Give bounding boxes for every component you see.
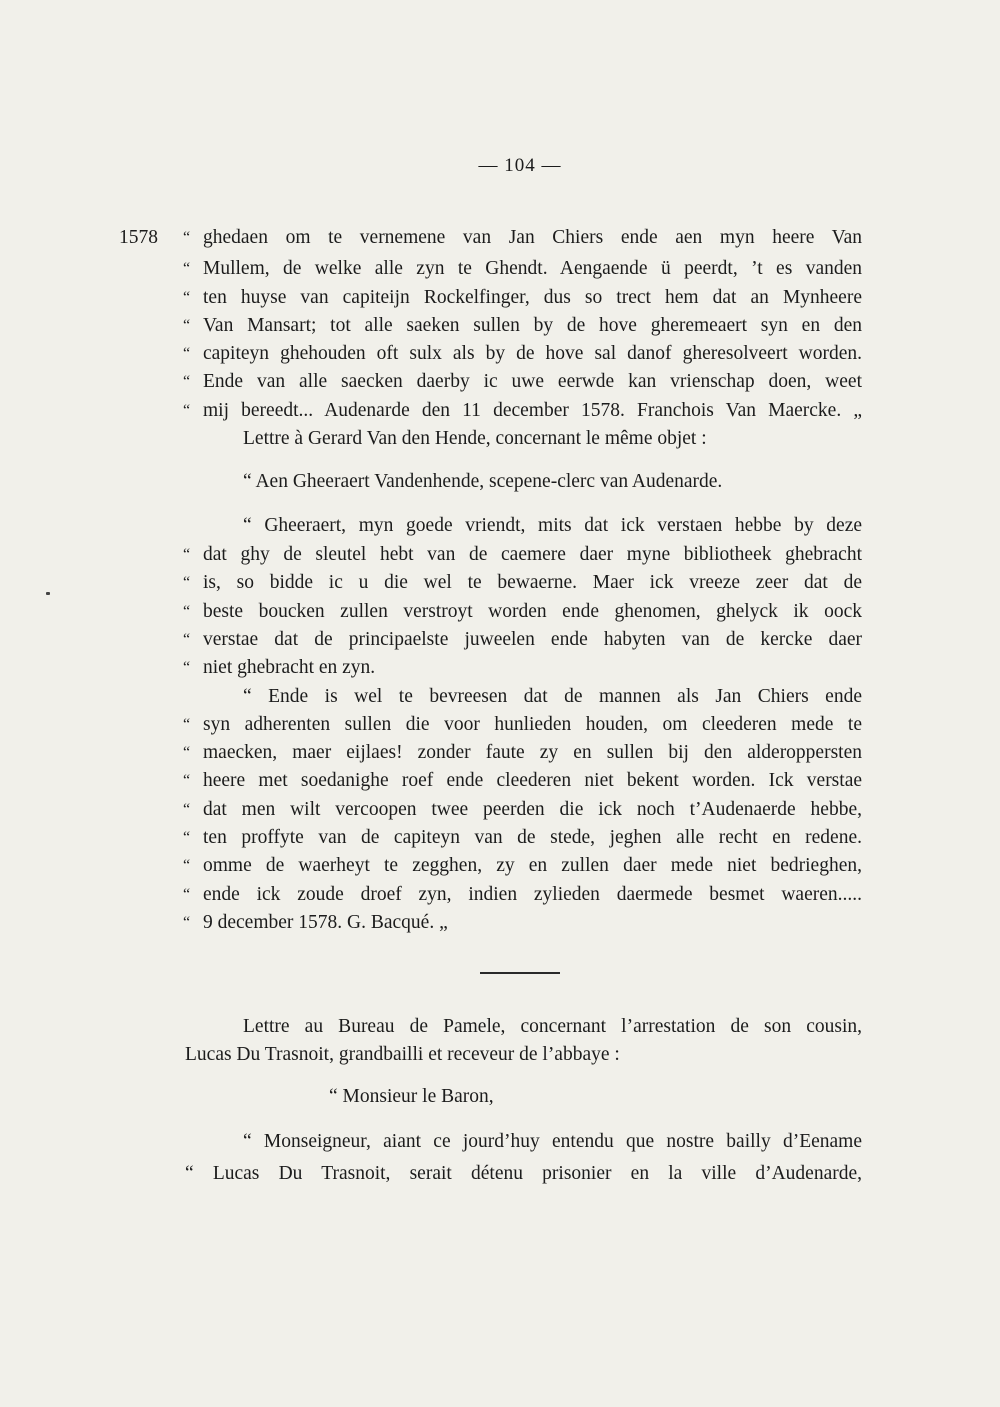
- text-line: “ is, so bidde ic u die wel te bewaerne. Maer ick vreeze zeer dat de: [0, 569, 1000, 597]
- quote-mark: “: [183, 716, 191, 733]
- margin-speck: [46, 592, 50, 595]
- text-line: “ Gheeraert, myn goede vriendt, mits dat ick verstaen hebbe by deze: [243, 515, 862, 536]
- text-line: “ syn adherenten sullen die voor hunlieden houden, om cleederen mede te: [0, 711, 1000, 739]
- margin-year: 1578: [119, 227, 158, 248]
- quote-mark: “: [183, 801, 191, 818]
- text-line: “ Van Mansart; tot alle saeken sullen by de hove gheremeaert syn en den: [0, 312, 1000, 340]
- text-line: “ ende ick zoude droef zyn, indien zylieden daermede besmet waeren.....: [0, 881, 1000, 909]
- text-line: “ niet ghebracht en zyn.: [0, 654, 1000, 682]
- text-line: “ ten huyse van capiteijn Rockelfinger, dus so trect hem dat an Mynheere: [0, 284, 1000, 312]
- quote-mark: “: [183, 402, 191, 419]
- text-line: “ verstae dat de principaelste juweelen ende habyten van de kercke daer: [0, 626, 1000, 654]
- text-line: “ Ende van alle saecken daerby ic uwe eerwde kan vrienschap doen, weet: [0, 368, 1000, 396]
- quote-mark: “: [183, 373, 191, 390]
- quote-mark: “: [183, 574, 191, 591]
- text-line: “ dat ghy de sleutel hebt van de caemere daer myne bibliotheek ghebracht: [0, 541, 1000, 569]
- text-line: “ Monseigneur, aiant ce jourd’huy entendu que nostre bailly d’Eename: [243, 1131, 862, 1152]
- quote-mark: “: [183, 603, 191, 620]
- quote-mark: “: [183, 886, 191, 903]
- quote-mark: “: [183, 914, 191, 931]
- quote-mark: “: [183, 345, 191, 362]
- text-line: “ heere met soedanighe roef ende cleederen niet bekent worden. Ick verstae: [0, 767, 1000, 795]
- text-line: “ Lucas Du Trasnoit, serait détenu prisonier en la ville d’Audenarde,: [185, 1163, 862, 1184]
- section-divider: [480, 972, 560, 974]
- letter-address: “ Aen Gheeraert Vandenhende, scepene-clerc van Audenarde.: [243, 471, 723, 492]
- text-line: 1578 “ ghedaen om te vernemene van Jan Chiers ende aen myn heere Van: [0, 224, 1000, 252]
- section-heading: Lucas Du Trasnoit, grandbailli et receveur de l’abbaye :: [185, 1044, 620, 1065]
- text-line: “ omme de waerheyt te zegghen, zy en zullen daer mede niet bedrieghen,: [0, 852, 1000, 880]
- text-line: “ Ende is wel te bevreesen dat de mannen als Jan Chiers ende: [243, 686, 862, 707]
- text-line: “ Mullem, de welke alle zyn te Ghendt. Aengaende ü peerdt, ’t es vanden: [0, 255, 1000, 283]
- section-heading: Lettre à Gerard Van den Hende, concernant le même objet :: [243, 428, 707, 449]
- quote-mark: “: [183, 857, 191, 874]
- text-line: “ mij bereedt... Audenarde den 11 december 1578. Franchois Van Maercke. „: [0, 397, 1000, 425]
- section-heading: Lettre au Bureau de Pamele, concernant l’arrestation de son cousin,: [243, 1016, 862, 1037]
- quote-mark: “: [183, 260, 191, 277]
- text-line: “ dat men wilt vercoopen twee peerden die ick noch t’Audenaerde hebbe,: [0, 796, 1000, 824]
- text-line: “ 9 december 1578. G. Bacqué. „: [0, 909, 1000, 937]
- page-number: — 104 —: [478, 155, 562, 176]
- text-line: “ maecken, maer eijlaes! zonder faute zy en sullen bij den alderoppersten: [0, 739, 1000, 767]
- quote-mark: “: [183, 289, 191, 306]
- quote-mark: “: [183, 772, 191, 789]
- text-line: “ ten proffyte van de capiteyn van de stede, jeghen alle recht en redene.: [0, 824, 1000, 852]
- quote-mark: “: [183, 631, 191, 648]
- text-line: “ beste boucken zullen verstroyt worden ende ghenomen, ghelyck ik oock: [0, 598, 1000, 626]
- text-line: “ capiteyn ghehouden oft sulx als by de hove sal danof gheresolveert worden.: [0, 340, 1000, 368]
- quote-mark: “: [183, 829, 191, 846]
- quote-mark: “: [183, 744, 191, 761]
- quote-mark: “: [183, 659, 191, 676]
- letter-salutation: “ Monsieur le Baron,: [329, 1086, 494, 1107]
- quote-mark: “: [183, 546, 191, 563]
- quote-mark: “: [183, 229, 191, 246]
- quote-mark: “: [183, 317, 191, 334]
